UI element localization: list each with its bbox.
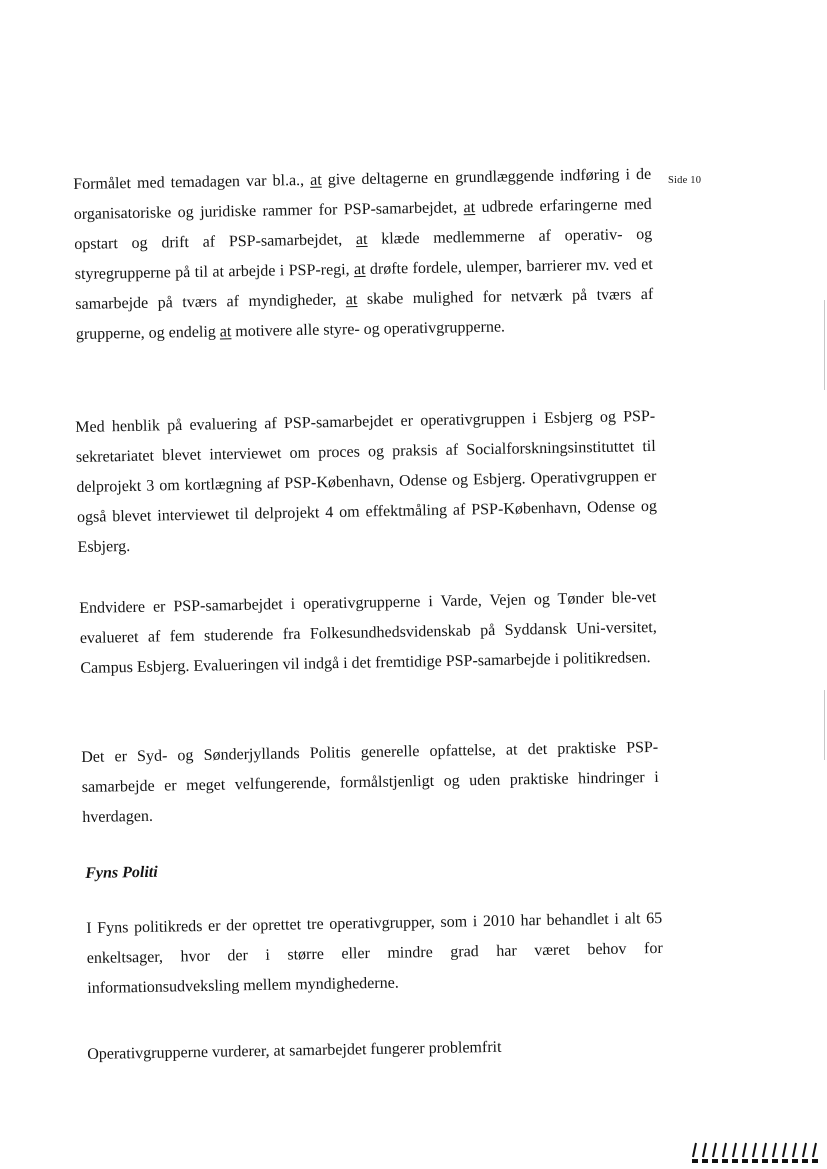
scan-edge-mark	[824, 300, 825, 390]
underlined-at: at	[353, 260, 366, 279]
text-segment: motivere alle styre- og operativgrupperne.	[231, 318, 506, 341]
text-segment: klæde medlemmerne af operativ- og styregrupperne på til at arbejde i PSP-regi,	[74, 225, 653, 283]
underlined-at: at	[355, 230, 368, 249]
text-segment: drøfte fordele, ulemper, barrierer mv. ved et samarbejde på tværs af myndigheder,	[75, 255, 653, 313]
underlined-at: at	[345, 291, 358, 309]
text-segment: udbrede erfaringerne med opstart og drift af PSP-samarbejdet,	[74, 195, 652, 253]
text-segment: Formålet med temadagen var bl.a.,	[73, 171, 311, 193]
paragraph-evaluation-students: Endvidere er PSP-samarbejdet i operativgrupperne i Varde, Vejen og Tønder ble-vet evalueret af fem studerende fra Folkesundhedsvidenskab på Syddansk Uni-versitet, Campus Esbjerg. Evalueringen vil indgå i det fremtidige PSP-samarbejde i politikredsen.	[79, 588, 657, 677]
scan-edge-mark	[824, 690, 825, 760]
text-segment: give deltagerne en grundlæggende indføring i de organisatoriske og juridiske rammer for PSP-samarbejdet,	[73, 165, 652, 223]
text-segment: skabe mulighed for netværk på tværs af grupperne, og endelig	[75, 285, 654, 343]
paragraph-fyn-assessment: Operativgrupperne vurderer, at samarbejdet fungerer problemfrit	[87, 1038, 502, 1063]
scan-barcode-mark	[690, 1141, 820, 1165]
paragraph-evaluation-esbjerg: Med henblik på evaluering af PSP-samarbejdet er operativgruppen i Esbjerg og PSP-sekretariatet blevet interviewet om proces og praksis af Socialforskningsinstituttet til delprojekt 3 om kortlægning af PSP-København, Odense og Esbjerg. Operativgruppen er også blevet interviewet til delprojekt 4 om effektmåling af PSP-København, Odense og Esbjerg.	[75, 407, 658, 556]
underlined-at: at	[219, 323, 232, 341]
paragraph-temadag-purpose	[73, 160, 654, 350]
paragraph-fyn-operativgrupper: I Fyns politikreds er der oprettet tre operativgrupper, som i 2010 har behandlet i alt 65 enkeltsager, hvor der i større eller mindre grad har været behov for informationsudveksling mellem myndighederne.	[86, 909, 663, 997]
page-number: Side 10	[668, 175, 702, 186]
underlined-at: at	[463, 198, 476, 217]
paragraph-general-assessment: Det er Syd- og Sønderjyllands Politis generelle opfattelse, at det praktiske PSP-samarbejde er meget velfungerende, formålstjenligt og uden praktiske hindringer i hverdagen.	[81, 738, 659, 826]
underlined-at: at	[310, 171, 322, 189]
section-heading-fyns-politi: Fyns Politi	[85, 863, 158, 882]
